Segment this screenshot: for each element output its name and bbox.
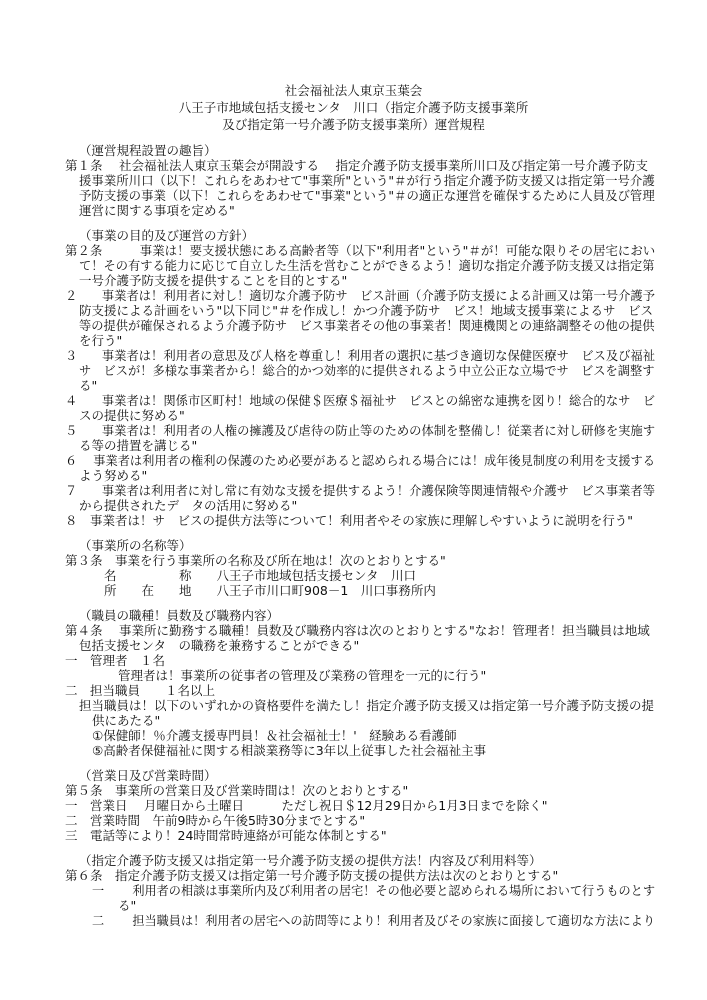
article-2-line: る等の措置を講じる" bbox=[79, 438, 198, 453]
article-6-line: 一 利用者の相談は事業所内及び利用者の居宅！その他必要と認められる場所において行うものとす bbox=[92, 883, 655, 898]
article-4-line: 二 担当職員 １名以上 bbox=[65, 683, 216, 698]
article-4-line: 包括支援センタ の職務を兼務することができる" bbox=[79, 638, 360, 653]
article-2-line: 防支援による計画をいう"以下同じ"＃を作成し！かつ介護予防サ ビス！地域支援事業によるサ ビス bbox=[79, 303, 654, 318]
article-2-line: サ ビスが！多様な事業者から！総合的かつ効率的に提供されるよう中立公正な立場でサ ビスを調整す bbox=[79, 363, 655, 378]
article-4-line: 供にあたる" bbox=[92, 713, 161, 728]
article-2-line: ７ 事業者は利用者に対し常に有効な支援を提供するよう！介護保険等関連情報や介護サ ビス事業者等 bbox=[65, 483, 656, 498]
qualification-list-item: ①保健師！％介護支援専門員！＆社会福祉士！' 経験ある看護師 bbox=[92, 728, 457, 743]
article-5-line: 第５条 事業所の営業日及び営業時間は！次のとおりとする" bbox=[65, 783, 409, 798]
article-2-line: から提供されたデ タの活用に努める" bbox=[79, 498, 298, 513]
article-2-line: ８ 事業者は！サ ビスの提供方法等について！利用者やその家族に理解しやすいように説明を行う" bbox=[65, 513, 634, 528]
article-2-line: て！その有する能力に応じて自立した生活を営むことができるよう！適切な指定介護予防支援又は指定第 bbox=[79, 258, 655, 273]
qualification-list-item: ⑤高齢者保健福祉に関する相談業務等に3年以上従事した社会福祉主事 bbox=[92, 743, 487, 758]
article-2-line: ３ 事業者は！利用者の意思及び人格を尊重し！利用者の選択に基づき適切な保健医療サ ビス及び福祉 bbox=[65, 348, 656, 363]
article-1-line: 予防支援の事業（以下！これらをあわせて"事業"という"＃の適正な運営を確保するために人員及び管理 bbox=[79, 188, 655, 203]
office-address-row: 所 在 地 八王子市川口町908－1 川口事務所内 bbox=[104, 583, 436, 598]
article-1-line: 第１条 社会福祉法人東京玉葉会が開設する 指定介護予防支援事業所川口及び指定第一号介護予防支 bbox=[65, 158, 648, 173]
article-1-line: 援事業所川口（以下！これらをあわせて"事業所"という"＃が行う指定介護予防支援又は指定第一号介護 bbox=[79, 173, 655, 188]
article-2-line: スの提供に努める" bbox=[79, 408, 185, 423]
section-heading: （運営規程設置の趣旨） bbox=[79, 143, 217, 158]
document-title-line-3: 及び指定第一号介護予防支援事業所）運営規程 bbox=[222, 117, 485, 132]
article-2-line: ２ 事業者は！利用者に対し！適切な介護予防サ ビス計画（介護予防支援による計画又は第一号介護予 bbox=[65, 288, 656, 303]
article-2-line: 一号介護予防支援を提供することを目的とする" bbox=[79, 273, 348, 288]
article-5-line: 二 営業時間 午前9時から午後5時30分までとする" bbox=[65, 813, 366, 828]
article-2-line: 第２条 事業は！要支援状態にある高齢者等（以下"利用者"という"＃が！可能な限りその居宅におい bbox=[65, 243, 656, 258]
article-2-line: る" bbox=[79, 378, 98, 393]
article-1-line: 運営に関する事項を定める" bbox=[79, 203, 235, 218]
section-heading: （事業の目的及び運営の方針） bbox=[79, 228, 255, 243]
article-3-line: 第３条 事業を行う事業所の名称及び所在地は！次のとおりとする" bbox=[65, 553, 446, 568]
article-2-line: ５ 事業者は！利用者の人権の擁護及び虐待の防止等のための体制を整備し！従業者に対し研修を実施す bbox=[65, 423, 656, 438]
article-4-line: 管理者は！事業所の従事者の管理及び業務の管理を一元的に行う" bbox=[118, 668, 487, 683]
article-6-line: る" bbox=[118, 898, 137, 913]
document-title-line-1: 社会福祉法人東京玉葉会 bbox=[284, 83, 423, 98]
section-heading: （営業日及び営業時間） bbox=[79, 768, 217, 783]
article-6-line: 第６条 指定介護予防支援又は指定第一号介護予防支援の提供方法は次のとおりとする" bbox=[65, 868, 559, 883]
article-5-line: 三 電話等により！24時間常時連絡が可能な体制とする" bbox=[65, 828, 387, 843]
section-heading: （事業所の名称等） bbox=[79, 538, 192, 553]
article-2-line: 等の提供が確保されるよう介護予防サ ビス事業者その他の事業者！関連機関との連絡調整その他の提供 bbox=[79, 318, 655, 333]
article-2-line: ６ 事業者は利用者の権利の保護のため必要があると認められる場合には！成年後見制度の利用を支援する bbox=[65, 453, 655, 468]
article-2-line: ４ 事業者は！関係市区町村！地域の保健＄医療＄福祉サ ビスとの綿密な連携を図り！総合的なサ ビ bbox=[65, 393, 656, 408]
section-heading: （指定介護予防支援又は指定第一号介護予防支援の提供方法！内容及び利用料等） bbox=[79, 853, 542, 868]
article-6-line: 二 担当職員は！利用者の居宅への訪問等により！利用者及びその家族に面接して適切な方法により bbox=[92, 913, 655, 928]
article-2-line: よう努める" bbox=[79, 468, 148, 483]
document-title-line-2: 八王子市地域包括支援センタ 川口（指定介護予防支援事業所 bbox=[178, 100, 529, 115]
article-4-line: 担当職員は！以下のいずれかの資格要件を満たし！指定介護予防支援又は指定第一号介護予防支援の提 bbox=[79, 698, 655, 713]
section-heading: （職員の職種！員数及び職務内容） bbox=[79, 608, 280, 623]
article-5-line: 一 営業日 月曜日から土曜日 ただし祝日＄12月29日から1月3日までを除く" bbox=[65, 798, 548, 813]
article-4-line: 一 管理者 １名 bbox=[65, 653, 166, 668]
article-4-line: 第４条 事業所に勤務する職種！員数及び職務内容は次のとおりとする"なお！管理者！担当職員は地域 bbox=[65, 623, 650, 638]
office-name-row: 名 称 八王子市地域包括支援センタ 川口 bbox=[104, 568, 417, 583]
article-2-line: を行う" bbox=[79, 333, 123, 348]
